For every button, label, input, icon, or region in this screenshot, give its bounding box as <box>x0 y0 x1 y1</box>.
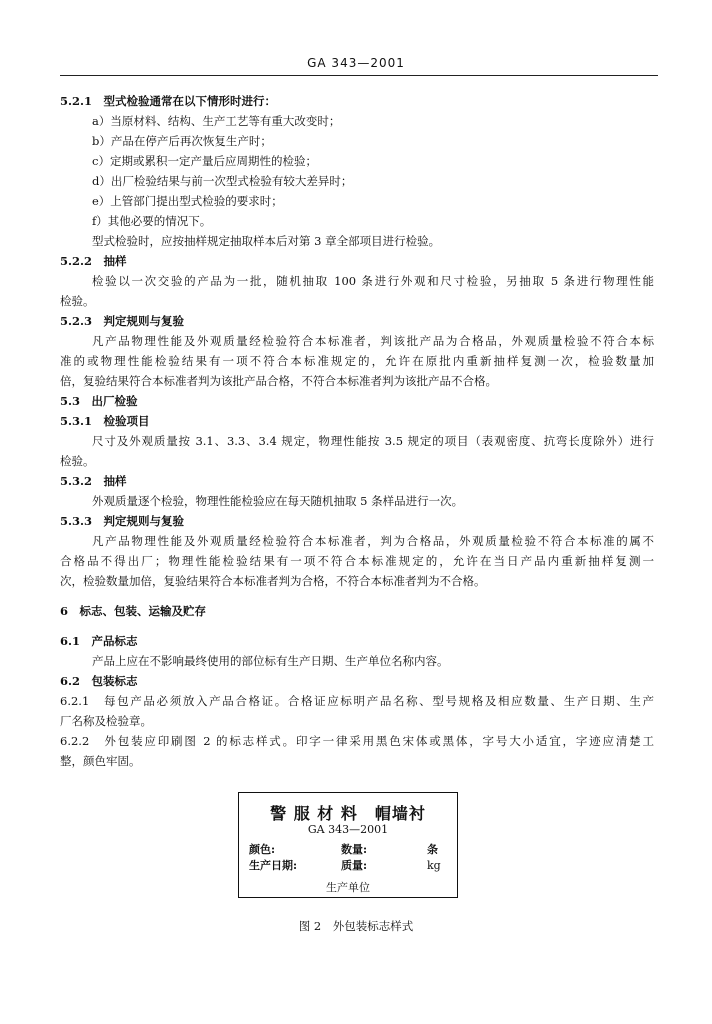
paragraph-line: 整，颜色牢固。 <box>60 754 141 768</box>
paragraph-line: 检验以一次交验的产品为一批，随机抽取 100 条进行外观和尺寸检验，另抽取 5 条进行物理性能 <box>92 274 654 288</box>
paragraph-line: 检验。 <box>60 294 95 308</box>
figure-caption: 图 2 外包装标志样式 <box>298 919 414 933</box>
list-item-b: b）产品在停产后再次恢复生产时； <box>92 134 272 148</box>
paragraph-line: 倍，复验结果符合本标准者判为该批产品合格，不符合本标准者判为该批产品不合格。 <box>60 374 497 388</box>
paragraph-line: 次，检验数量加倍，复验结果符合本标准者判为合格，不符合本标准者判为不合格。 <box>60 574 486 588</box>
paragraph-line: 准的或物理性能检验结果有一项不符合本标准规定的，允许在原批内重新抽样复测一次，检验数量加 <box>60 354 654 368</box>
list-item-a: a）当原材料、结构、生产工艺等有重大改变时； <box>92 114 341 128</box>
page-header-code: GA 343—2001 <box>307 56 405 70</box>
list-item-d: d）出厂检验结果与前一次型式检验有较大差异时； <box>92 174 353 188</box>
clause-5-3-2: 5.3.2 抽样 <box>60 474 127 488</box>
paragraph-line: 凡产品物理性能及外观质量经检验符合本标准者，判为合格品，外观质量检验不符合本标准的属不 <box>92 534 654 548</box>
paragraph-line: 型式检验时，应按抽样规定抽取样本后对第 3 章全部项目进行检验。 <box>92 234 441 248</box>
label-weight: 质量: <box>341 859 368 872</box>
clause-5-2-1: 5.2.1 型式检验通常在以下情形时进行： <box>60 94 277 108</box>
label-quantity-unit: 条 <box>427 843 438 856</box>
label-quantity: 数量: <box>341 843 368 856</box>
clause-5-2-2: 5.2.2 抽样 <box>60 254 127 268</box>
paragraph-line: 检验。 <box>60 454 95 468</box>
list-item-e: e）上管部门提出型式检验的要求时； <box>92 194 283 208</box>
clause-6-2-2: 6.2.2 外包装应印刷图 2 的标志样式。印字一律采用黑色宋体或黑体，字号大小适宜，字迹应清楚工 <box>60 734 654 748</box>
paragraph-line: 厂名称及检验章。 <box>60 714 152 728</box>
paragraph-line: 产品上应在不影响最终使用的部位标有生产日期、生产单位名称内容。 <box>92 654 449 668</box>
clause-5-3: 5.3 出厂检验 <box>60 394 138 408</box>
clause-5-2-3: 5.2.3 判定规则与复验 <box>60 314 185 328</box>
chapter-6-heading: 6 标志、包装、运输及贮存 <box>60 604 207 618</box>
clause-6-2: 6.2 包装标志 <box>60 674 138 688</box>
paragraph-line: 凡产品物理性能及外观质量经检验符合本标准者，判该批产品为合格品，外观质量检验不符合本标 <box>92 334 654 348</box>
list-item-f: f）其他必要的情况下。 <box>92 214 212 228</box>
label-color: 颜色: <box>249 843 276 856</box>
package-label-box <box>238 792 458 898</box>
clause-5-3-1: 5.3.1 检验项目 <box>60 414 150 428</box>
label-code: GA 343—2001 <box>307 823 389 836</box>
list-item-c: c）定期或累积一定产量后应周期性的检验； <box>92 154 317 168</box>
paragraph-line: 合格品不得出厂；物理性能检验结果有一项不符合本标准规定的，允许在当日产品内重新抽样复测一 <box>60 554 654 568</box>
label-weight-unit: kg <box>427 859 441 872</box>
header-rule <box>60 75 658 76</box>
paragraph-line: 外观质量逐个检验，物理性能检验应在每天随机抽取 5 条样品进行一次。 <box>92 494 464 508</box>
clause-5-3-3: 5.3.3 判定规则与复验 <box>60 514 185 528</box>
label-production-date: 生产日期: <box>249 859 298 872</box>
paragraph-line: 尺寸及外观质量按 3.1、3.3、3.4 规定，物理性能按 3.5 规定的项目（表观密度、抗弯长度除外）进行 <box>92 434 654 448</box>
label-title: 警 服 材 料 帽墙衬 <box>270 804 426 823</box>
clause-6-1: 6.1 产品标志 <box>60 634 138 648</box>
clause-6-2-1: 6.2.1 每包产品必须放入产品合格证。合格证应标明产品名称、型号规格及相应数量、生产日期、生产 <box>60 694 654 708</box>
label-producer: 生产单位 <box>326 881 370 894</box>
